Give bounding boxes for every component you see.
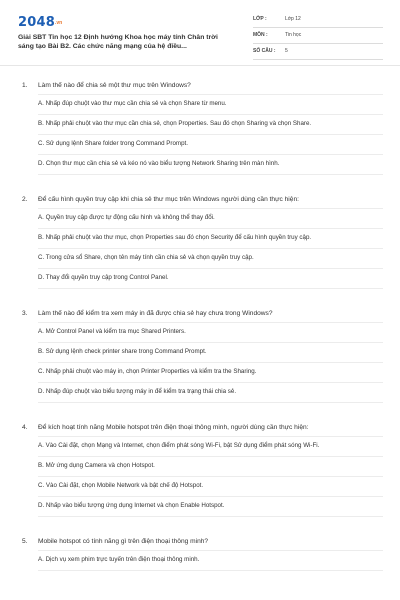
meta-row-subject — [253, 28, 383, 44]
question-text: Làm thế nào để chia sẻ một thư mục trên Windows? — [38, 82, 191, 89]
question-stem — [0, 304, 400, 322]
question-text: Để kích hoạt tính năng Mobile hotspot trên điện thoại thông minh, người dùng cần thực hiện: — [38, 424, 309, 431]
answer-option-d[interactable]: D. Nhấp đúp chuột vào biểu tượng máy in để kiểm tra trạng thái chia sẻ. — [38, 383, 383, 403]
answer-option-a[interactable]: A. Nhấp đúp chuột vào thư mục cần chia sẻ và chọn Share từ menu. — [38, 94, 383, 115]
meta-key: MÔN : — [253, 32, 268, 38]
answer-option-c[interactable]: C. Trong cửa sổ Share, chọn tên máy tính cần chia sẻ và chọn quyền truy cập. — [38, 249, 383, 269]
question-text: Mobile hotspot có tính năng gì trên điện thoại thông minh? — [38, 538, 209, 545]
answer-option-c[interactable]: C. Vào Cài đặt, chọn Mobile Network và bật chế độ Hotspot. — [38, 477, 383, 497]
answer-option-b[interactable]: B. Sử dụng lệnh check printer share trong Command Prompt. — [38, 343, 383, 363]
answer-option-a[interactable]: A. Mở Control Panel và kiểm tra mục Shared Printers. — [38, 322, 383, 343]
question-stem — [0, 418, 400, 436]
meta-value: Lớp 12 — [285, 16, 301, 22]
page-header — [0, 0, 400, 66]
answer-option-a[interactable]: A. Quyền truy cập được tự động cấu hình và không thể thay đổi. — [38, 208, 383, 229]
answer-option-d[interactable]: D. Nhấp vào biểu tượng ứng dụng Internet và chọn Enable Hotspot. — [38, 497, 383, 517]
meta-key: LỚP : — [253, 16, 267, 22]
answer-option-c[interactable]: C. Sử dụng lệnh Share folder trong Command Prompt. — [38, 135, 383, 155]
question-4 — [0, 418, 400, 517]
question-number: 4. — [22, 424, 28, 431]
question-5 — [0, 532, 400, 571]
question-number: 5. — [22, 538, 28, 545]
meta-row-grade — [253, 12, 383, 28]
meta-row-question-count — [253, 44, 383, 60]
question-list — [0, 76, 400, 571]
answer-option-a[interactable]: A. Vào Cài đặt, chọn Mạng và Internet, chọn điểm phát sóng Wi-Fi, bật Sử dụng điểm phát sóng Wi-Fi. — [38, 436, 383, 457]
question-text: Để cấu hình quyền truy cập khi chia sẻ thư mục trên Windows người dùng cần thực hiện: — [38, 196, 299, 203]
answer-option-b[interactable]: B. Mở ứng dụng Camera và chọn Hotspot. — [38, 457, 383, 477]
document-title: Giải SBT Tin học 12 Định hướng Khoa học máy tính Chân trời sáng tạo Bài B2. Các chức năng mạng của hệ điều... — [18, 34, 218, 50]
question-number: 1. — [22, 82, 28, 89]
question-stem — [0, 532, 400, 550]
answer-option-b[interactable]: B. Nhấp phải chuột vào thư mục cần chia sẻ, chọn Properties. Sau đó chọn Sharing và chọn Share. — [38, 115, 383, 135]
question-2 — [0, 190, 400, 289]
answer-option-d[interactable]: D. Chọn thư mục cần chia sẻ và kéo nó vào biểu tượng Network Sharing trên màn hình. — [38, 155, 383, 175]
site-logo[interactable]: 2048 — [18, 15, 55, 30]
question-stem — [0, 76, 400, 94]
site-logo-suffix: .vn — [55, 20, 63, 26]
question-1 — [0, 76, 400, 175]
meta-value: Tin học — [285, 32, 302, 38]
question-number: 2. — [22, 196, 28, 203]
meta-key: SỐ CÂU : — [253, 48, 276, 54]
answer-option-d[interactable]: D. Thay đổi quyền truy cập trong Control Panel. — [38, 269, 383, 289]
question-number: 3. — [22, 310, 28, 317]
question-text: Làm thế nào để kiểm tra xem máy in đã được chia sẻ hay chưa trong Windows? — [38, 310, 273, 317]
answer-option-c[interactable]: C. Nhấp phải chuột vào máy in, chọn Printer Properties và kiểm tra the Sharing. — [38, 363, 383, 383]
question-stem — [0, 190, 400, 208]
question-3 — [0, 304, 400, 403]
answer-option-a[interactable]: A. Dịch vụ xem phim trực tuyến trên điện thoại thông minh. — [38, 550, 383, 571]
meta-value: 5 — [285, 48, 288, 54]
answer-option-b[interactable]: B. Nhấp phải chuột vào thư mục, chọn Properties sau đó chọn Security để cấu hình quyền truy cập. — [38, 229, 383, 249]
